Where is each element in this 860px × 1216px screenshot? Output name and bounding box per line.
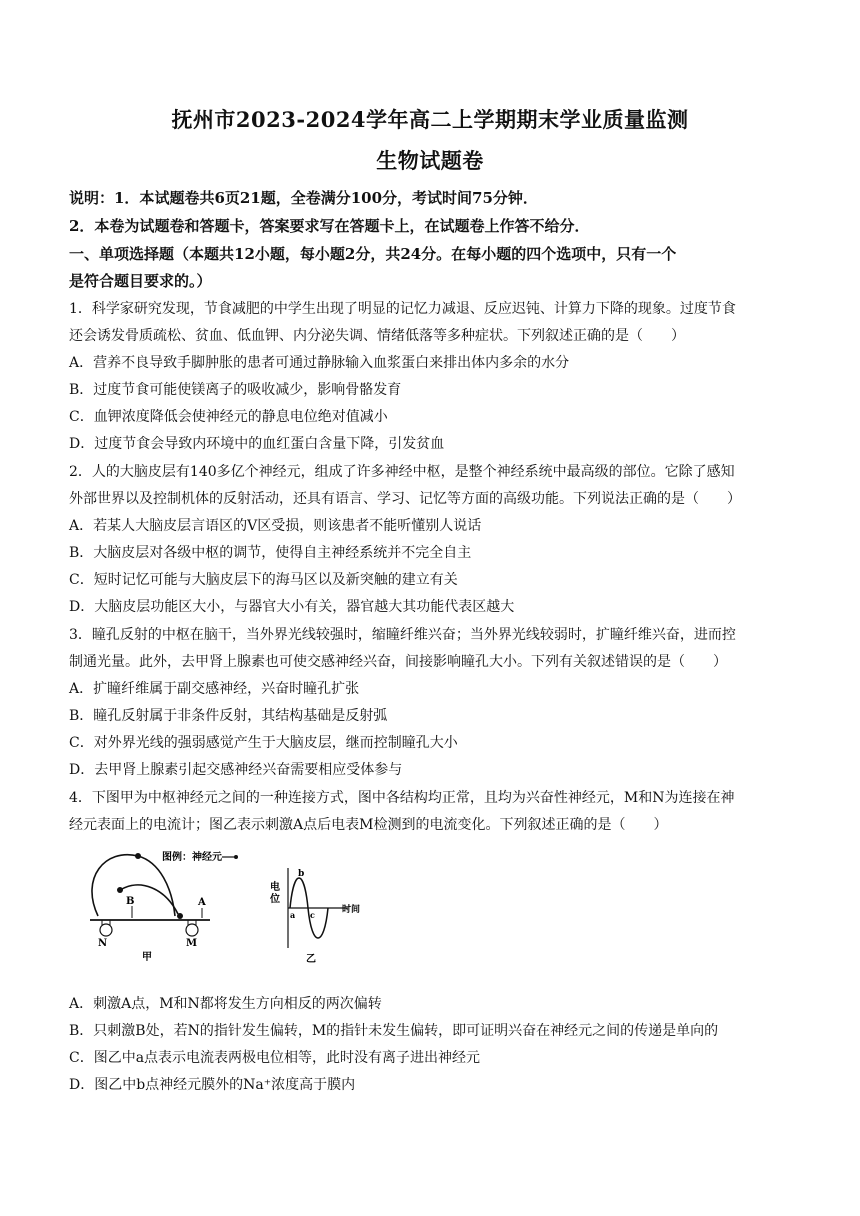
- q4-option-a: A．刺激A点，M和N都将发生方向相反的两次偏转: [69, 996, 382, 1012]
- q2-stem-line2: 外部世界以及控制机体的反射活动，还具有语言、学习、记忆等方面的高级功能。下列说法正确的是（ ）: [69, 491, 741, 507]
- neuron-cell-body: [117, 887, 123, 893]
- note-2: 2．本卷为试题卷和答题卡，答案要求写在答题卡上，在试题卷上作答不给分．: [69, 217, 590, 235]
- x-axis-label: 时间: [342, 905, 361, 915]
- exam-subtitle: 生物试题卷: [376, 148, 484, 173]
- q3-stem-line1: 3．瞳孔反射的中枢在脑干，当外界光线较强时，缩瞳纤维兴奋；当外界光线较弱时，扩瞳纤维兴奋，进而控: [69, 627, 736, 643]
- q1-stem-line1: 1．科学家研究发现，节食减肥的中学生出现了明显的记忆力减退、反应迟钝、计算力下降的现象。过度节食: [69, 301, 736, 317]
- point-c-label: c: [310, 910, 315, 920]
- q4-stem-line1: 4．下图甲为中枢神经元之间的一种连接方式，图中各结构均正常，且均为兴奋性神经元，M和N为连接在神: [69, 790, 735, 806]
- neuron-cell-body: [177, 913, 183, 919]
- q3-stem-line2: 制通光量。此外，去甲肾上腺素也可使交感神经兴奋，间接影响瞳孔大小。下列有关叙述错误的是（ ）: [69, 654, 727, 670]
- y-axis-label-bottom: 位: [270, 894, 280, 905]
- caption-jia: 甲: [142, 952, 152, 963]
- section-heading-line1: 一、单项选择题（本题共12小题，每小题2分，共24分。在每小题的四个选项中，只有一个: [69, 245, 677, 263]
- label-b: B: [126, 896, 135, 907]
- q3-option-b: B．瞳孔反射属于非条件反射，其结构基础是反射弧: [69, 708, 388, 724]
- figure-yi: [269, 868, 360, 965]
- figure-legend: 图例：神经元: [162, 852, 222, 863]
- q3-option-c: C．对外界光线的强弱感觉产生于大脑皮层，继而控制瞳孔大小: [69, 735, 458, 751]
- caption-yi: 乙: [306, 954, 316, 965]
- q2-option-a: A．若某人大脑皮层言语区的V区受损，则该患者不能听懂别人说话: [69, 518, 482, 534]
- q4-stem-line2: 经元表面上的电流计；图乙表示刺激A点后电表M检测到的电流变化。下列叙述正确的是（ ）: [69, 817, 668, 833]
- q1-option-b: B．过度节食可能使镁离子的吸收减少，影响骨骼发育: [69, 382, 402, 398]
- q1-option-a: A．营养不良导致手脚肿胀的患者可通过静脉输入血浆蛋白来排出体内多余的水分: [69, 355, 570, 371]
- neuron-cell-body: [135, 853, 141, 859]
- q4-option-b: B．只刺激B处，若N的指针发生偏转，M的指针未发生偏转，即可证明兴奋在神经元之间的传递是单向的: [69, 1023, 719, 1039]
- label-n: N: [98, 938, 108, 949]
- section-heading-line2: 是符合题目要求的。）: [69, 272, 212, 290]
- q2-option-d: D．大脑皮层功能区大小，与器官大小有关，器官越大其功能代表区越大: [69, 599, 515, 615]
- q1-option-d: D．过度节食会导致内环境中的血红蛋白含量下降，引发贫血: [69, 436, 445, 452]
- q2-option-b: B．大脑皮层对各级中枢的调节，使得自主神经系统并不完全自主: [69, 545, 472, 561]
- q3-option-d: D．去甲肾上腺素引起交感神经兴奋需要相应受体参与: [69, 762, 403, 778]
- point-a-label: a: [290, 910, 296, 920]
- label-m: M: [186, 938, 198, 949]
- point-b-label: b: [298, 869, 305, 879]
- q1-stem-line2: 还会诱发骨质疏松、贫血、低血钾、内分泌失调、情绪低落等多种症状。下列叙述正确的是（ ）: [69, 328, 685, 344]
- exam-title: 抚州市2023-2024学年高二上学期期末学业质量监测: [171, 107, 689, 132]
- note-1: 说明：1．本试题卷共6页21题，全卷满分100分，考试时间75分钟．: [69, 189, 538, 207]
- q3-option-a: A．扩瞳纤维属于副交感神经，兴奋时瞳孔扩张: [69, 681, 360, 697]
- q2-stem-line1: 2．人的大脑皮层有140多亿个神经元，组成了许多神经中枢，是整个神经系统中最高级的部位。它除了感知: [69, 464, 735, 480]
- q2-option-c: C．短时记忆可能与大脑皮层下的海马区以及新突触的建立有关: [69, 572, 458, 588]
- neuron-diagram-figure: [80, 838, 380, 978]
- label-a: A: [198, 897, 206, 908]
- figure-jia: [90, 850, 238, 963]
- q1-option-c: C．血钾浓度降低会使神经元的静息电位绝对值减小: [69, 409, 388, 425]
- q4-option-d: D．图乙中b点神经元膜外的Na⁺浓度高于膜内: [69, 1077, 356, 1093]
- q4-option-c: C．图乙中a点表示电流表两极电位相等，此时没有离子进出神经元: [69, 1050, 481, 1066]
- y-axis-label-top: 电: [270, 882, 280, 893]
